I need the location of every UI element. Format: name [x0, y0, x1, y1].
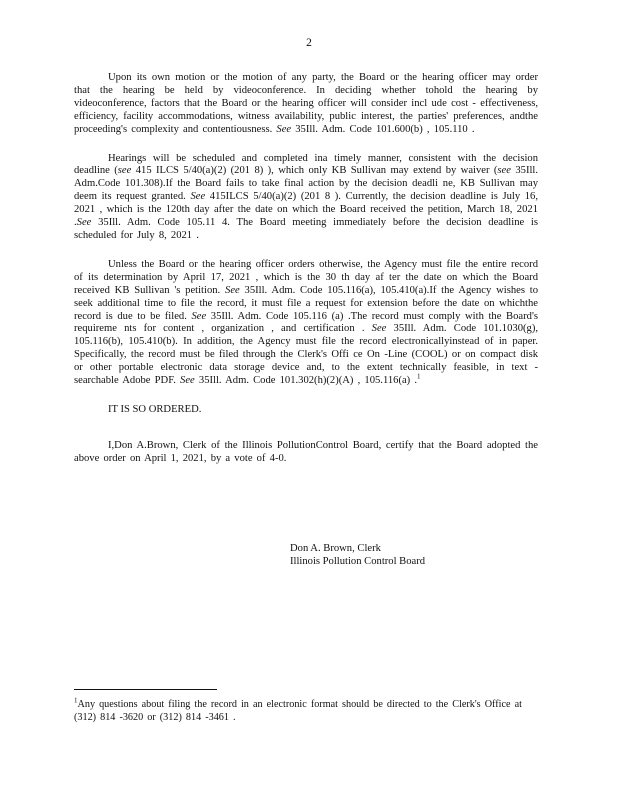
paragraph-text: 415ILCS 5/40(a)(2) (201 8 ). Currently, the decision deadline is July 16, 2021 , which is the 120th day after the date on which the Board received the petition, March 18, 2021 .	[74, 191, 538, 229]
signer-organization: Illinois Pollution Control Board	[290, 555, 426, 567]
signature-block	[290, 543, 425, 569]
citation-signal: See	[190, 191, 206, 203]
signer-name: Don A. Brown, Clerk	[290, 543, 381, 554]
paragraph-text: 35Ill. Adm.Code 101.308).If the Board fails to take final action by the decision deadli ne, KB Sullivan may deem its request granted.	[74, 165, 539, 203]
page-number: 2	[306, 37, 312, 49]
order-statement: IT IS SO ORDERED.	[108, 403, 202, 415]
citation-signal: See	[76, 217, 92, 229]
paragraph-text: Hearings will be scheduled and completed ina timely manner, consistent with the decision deadline (	[74, 152, 538, 177]
paragraph-text: 35Ill. Adm. Code 101.1030(g), 105.116(b), 105.410(b). In addition, the Agency must file the record electronicallyinstead of in paper. Specifically, the record must be filed through the Clerk's Offi ce On -Line (COOL) or on compact disk or other portable electronic data storage device and, to the extent technically feasible, in text - searchable Adobe PDF.	[74, 323, 538, 387]
citation-signal: See	[225, 284, 240, 296]
citation-signal: see	[117, 165, 132, 177]
footnote-mark: 1	[74, 696, 78, 705]
citation-signal: See	[191, 310, 207, 322]
paragraph-videoconference	[74, 72, 538, 137]
citation: 35Ill. Adm. Code 101.600(b) , 105.110 .	[295, 123, 475, 135]
paragraph-text: 35Ill. Adm. Code 105.116(a), 105.410(a).If the Agency wishes to seek additional time to file the record, it must file a request for extension before the date on whichthe record is due to be filed.	[74, 284, 538, 322]
clerk-certification: I,Don A.Brown, Clerk of the Illinois PollutionControl Board, certify that the Board adopted the above order on April 1, 2021, by a vote of 4-0.	[74, 439, 538, 464]
paragraph-text: 35Ill. Adm. Code 105.116 (a) .The record must comply with the Board's requireme nts for content , organization , and certification .	[74, 310, 538, 335]
paragraph-text: 35Ill. Adm. Code 101.302(h)(2)(A) , 105.116(a) .	[198, 375, 417, 387]
footnote-divider	[74, 689, 217, 690]
paragraph-text: Unless the Board or the hearing officer orders otherwise, the Agency must file the entire record of its determination by April 17, 2021 , which is the 30 th day af ter the date on which the Board received KB Sullivan 's petition.	[74, 258, 538, 296]
paragraph-hearings-deadline	[74, 153, 538, 243]
citation-signal: See	[371, 323, 387, 335]
citation-signal: See	[180, 375, 195, 387]
paragraph-text: Upon its own motion or the motion of any party, the Board or the hearing officer may order that the hearing be held by videoconference. In deciding whether tohold the hearing by videoconference, factors that the Board or the hearing officer will consider incl ude cost - effectiveness, efficiency, facility accommodations, witness availability, public interest, the parties' preferences, andthe proceeding's complexity and contentiousness.	[74, 72, 538, 135]
footnote	[74, 698, 524, 724]
footnote-text: Any questions about filing the record in an electronic format should be directed to the Clerk's Office at (312) 814 -3620 or (312) 814 -3461 .	[74, 699, 522, 723]
citation-signal: see	[497, 165, 511, 177]
paragraph-record-filing	[74, 259, 538, 388]
paragraph-text: 415 ILCS 5/40(a)(2) (201 8) ), which only KB Sullivan may extend by waiver (	[135, 165, 498, 177]
order-body	[74, 72, 538, 482]
paragraph-text: 35Ill. Adm. Code 105.11 4. The Board meeting immediately before the decision deadline is scheduled for July 8, 2021 .	[74, 217, 538, 241]
footnote-reference: 1	[417, 372, 421, 381]
citation-signal: See	[276, 123, 292, 135]
